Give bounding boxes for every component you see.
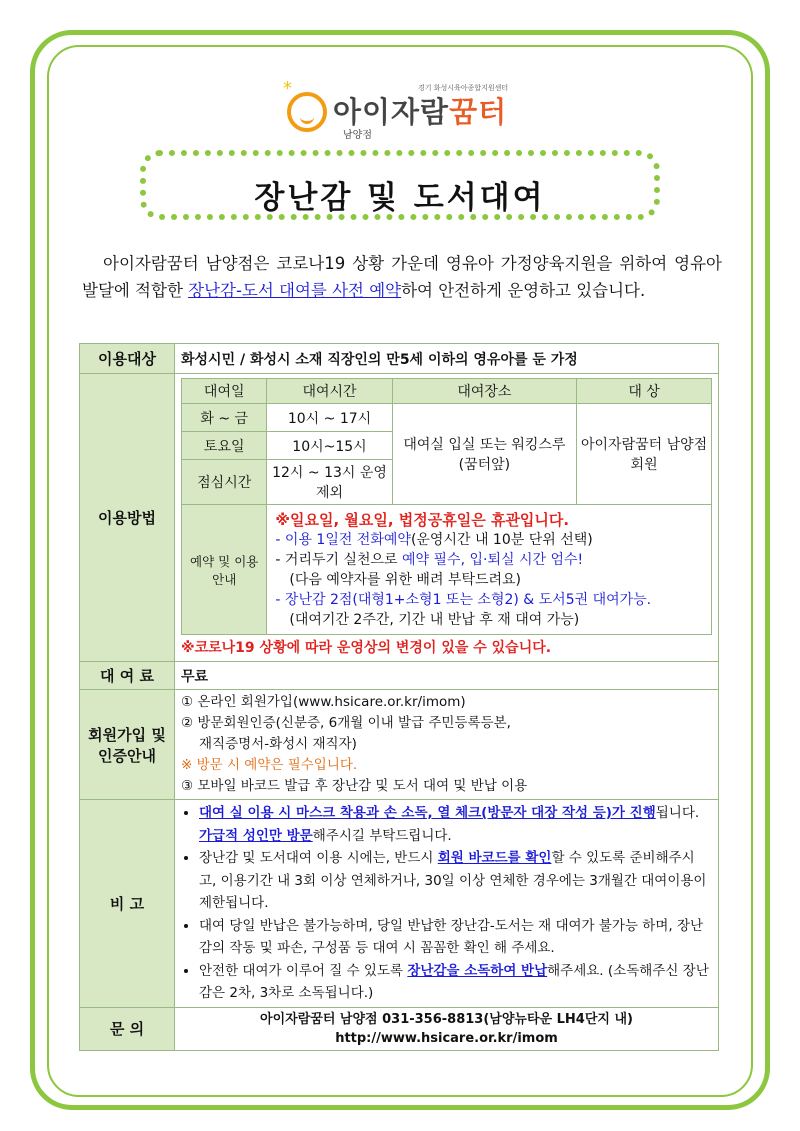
note-item: • 안전한 대여가 이루어 질 수 있도록 장난감을 소독하여 반납해주세요. (소독해주신 장난감은 2차, 3차로 소독됩니다.) [199,960,712,1005]
covid-notice: ※코로나19 상황에 따라 운영상의 변경이 있을 수 있습니다. [181,640,552,656]
logo-branch: 남양점 [343,130,372,141]
rental-place: 대여실 입실 또는 워킹스루 (꿈터앞) [392,404,577,505]
note-item: • 장난감 및 도서대여 이용 시에는, 반드시 회원 바코드를 확인할 수 있도록 준비해주시고, 이용기간 내 3회 이상 연체하거나, 30일 이상 연체한 경우에는 3개월간 대여이용이 제한됩니다. [199,847,712,915]
note-item: • 대여 실 이용 시 마스크 착용과 손 소독, 열 체크(방문자 대장 작성 등)가 진행됩니다. 가급적 성인만 방문해주시길 부탁드립니다. [199,802,712,847]
closed-notice: ※일요일, 월요일, 법정공휴일은 휴관입니다. [275,511,570,529]
day-lunch: 점심시간 [182,460,267,505]
member-step-1: ① 온라인 회원가입(www.hsicare.or.kr/imom) [181,694,466,710]
header-time: 대여시간 [267,379,392,404]
schedule-table [181,378,712,635]
intro-highlight: 장난감-도서 대여를 사전 예약 [188,281,402,300]
rental-target: 아이자람꿈터 남양점 회원 [577,404,712,505]
smile-face-icon [287,92,327,132]
label-member: 회원가입 및 인증안내 [80,690,175,800]
logo-center-name: 경기 화성시육아종합지원센터 [418,84,509,92]
label-method: 이용방법 [80,374,175,662]
header-place: 대여장소 [392,379,577,404]
info-table: 이용대상 화성시민 / 화성시 소재 직장인의 만5세 이하의 영유아를 둔 가정 이용방법 대여일 대여시간 대여장소 대 상 화 ~ 금 10시 ~ 17시 대여실 입실 또는 워킹스루 (꿈터앞) 아이자람꿈터 남양점 회원 토요일 10시~15시 점심시간 12시 ~ 13시 운영제외 예약 및 이용 안내 ※일요일, 월요일, 법정공휴일은 휴관입니다. - 이용 1일전 전화예약(운영시간 내 10분 단위 선택) - 거리두기 실천으로 예약 필수, 입·퇴실 시간 엄수! (다음 예약자를 위한 배려 부탁드려요) - 장난감 2점(대형1+소형1 또는 소형2) & 도서5권 대여가능. (대여기간 2주간, 기간 내 반납 후 재 대여 가능) ※코로나19 상황에 따라 운영상의 변경이 있을 수 있습니다. 대 여 료 무료 회원가입 및 인증안내 ① 온라인 회원가입(www.hsicare.or.kr/imom) ② 방문회원인증(신분증, 6개월 이내 발급 주민등록등본, 재직증명서-화성시 재직자) ※ 방문 시 예약은 필수입니다. ③ 모바일 바코드 발급 후 장난감 및 도서 대여 및 반납 이용 비 고 • 대여 실 이용 시 마스크 착용과 손 소독, 열 체크(방문자 대장 작성 등)가 진행됩니다. 가급적 성인만 방문해주시길 부탁드립니다. • 장난감 및 도서대여 이용 시에는, 반드시 회원 바코드를 확인할 수 있도록 준비해주시고, 이용기간 내 3회 이상 연체하거나, 30일 이상 연체한 경우에는 3개월간 대여이용이 제한됩니다. • 대여 당일 반납은 불가능하며, 당일 반납한 장난감-도서는 재 대여가 불가능 하며, 장난감의 작동 및 파손, 구성품 등 대여 시 꼼꼼한 확인 해 주세요. • 안전한 대여가 이루어 질 수 있도록 장난감을 소독하여 반납해주세요. (소독해주신 장난감은 2차, 3차로 소독됩니다.) 문 의 아이자람꿈터 남양점 031-356-8813(남양뉴타운 LH4단지 내) http://www.hsicare.or.kr/imom [79,343,719,1051]
intro-paragraph: 아이자람꿈터 남양점은 코로나19 상황 가운데 영유아 가정양육지원을 위하여 영유아 발달에 적합한 장난감-도서 대여를 사전 예약하여 안전하게 운영하고 있습니다. [82,254,722,300]
time-saturday: 10시~15시 [267,432,392,460]
logo [283,80,523,140]
label-contact: 문 의 [80,1007,175,1050]
header-target: 대 상 [577,379,712,404]
time-lunch: 12시 ~ 13시 운영제외 [267,460,392,505]
contact-line: 아이자람꿈터 남양점 031-356-8813(남양뉴타운 LH4단지 내) [260,1011,633,1027]
label-notes: 비 고 [80,800,175,1008]
contact-url[interactable]: http://www.hsicare.or.kr/imom [335,1030,558,1046]
label-fee: 대 여 료 [80,662,175,690]
note-item: • 대여 당일 반납은 불가능하며, 당일 반납한 장난감-도서는 재 대여가 불가능 하며, 장난감의 작동 및 파손, 구성품 등 대여 시 꼼꼼한 확인 해 주세요. [199,915,712,960]
time-weekday: 10시 ~ 17시 [267,404,392,432]
guide-label: 예약 및 이용 안내 [182,505,267,635]
label-target: 이용대상 [80,344,175,374]
fee-value: 무료 [175,662,719,690]
guide-content: ※일요일, 월요일, 법정공휴일은 휴관입니다. - 이용 1일전 전화예약(운영시간 내 10분 단위 선택) - 거리두기 실천으로 예약 필수, 입·퇴실 시간 엄수! (다음 예약자를 위한 배려 부탁드려요) - 장난감 2점(대형1+소형1 또는 소형2) & 도서5권 대여가능. (대여기간 2주간, 기간 내 반납 후 재 대여 가능) [267,505,712,635]
day-weekday: 화 ~ 금 [182,404,267,432]
member-reservation-note: ※ 방문 시 예약은 필수입니다. [181,757,358,773]
day-saturday: 토요일 [182,432,267,460]
star-icon: * [283,78,292,99]
logo-name: 아이자람꿈터 [333,95,508,129]
member-step-3: ③ 모바일 바코드 발급 후 장난감 및 도서 대여 및 반납 이용 [181,778,528,794]
page-title: 장난감 및 도서대여 [254,180,546,216]
member-step-2: ② 방문회원인증(신분증, 6개월 이내 발급 주민등록등본, [181,715,511,731]
target-value: 화성시민 / 화성시 소재 직장인의 만5세 이하의 영유아를 둔 가정 [175,344,719,374]
notes-list [181,802,712,1005]
header-day: 대여일 [182,379,267,404]
